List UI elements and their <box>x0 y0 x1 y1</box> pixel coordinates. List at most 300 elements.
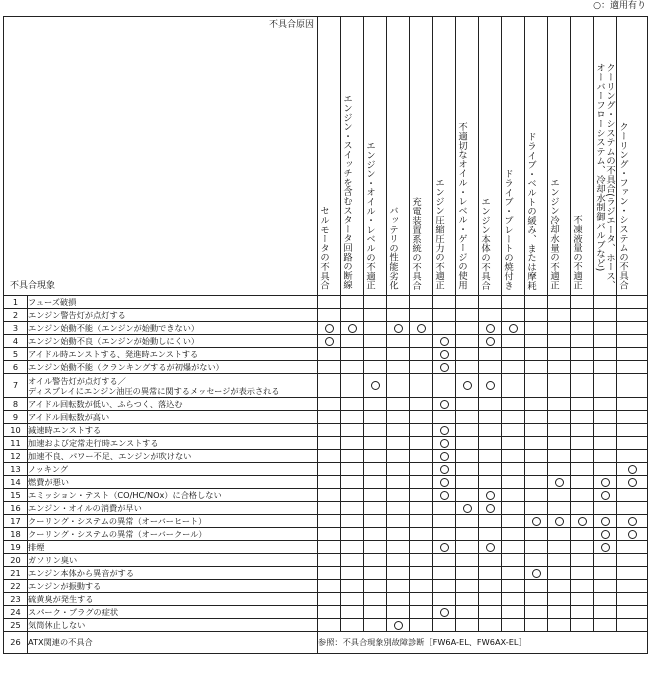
matrix-cell <box>387 424 410 437</box>
matrix-cell <box>387 502 410 515</box>
matrix-cell <box>341 619 364 632</box>
matrix-cell <box>479 476 502 489</box>
matrix-cell <box>594 361 617 374</box>
matrix-cell <box>548 515 571 528</box>
applicable-circle-icon <box>440 426 449 435</box>
matrix-cell <box>594 554 617 567</box>
matrix-cell <box>502 437 525 450</box>
cause-header <box>364 17 387 296</box>
matrix-cell <box>318 502 341 515</box>
matrix-cell <box>341 335 364 348</box>
matrix-cell <box>548 322 571 335</box>
applicable-circle-icon <box>417 324 426 333</box>
matrix-cell <box>341 528 364 541</box>
matrix-cell <box>364 528 387 541</box>
matrix-cell <box>410 593 433 606</box>
matrix-cell <box>433 528 456 541</box>
matrix-cell <box>548 606 571 619</box>
applicable-circle-icon <box>348 324 357 333</box>
cause-header <box>617 17 648 296</box>
matrix-cell <box>410 541 433 554</box>
matrix-cell <box>479 322 502 335</box>
matrix-cell <box>571 322 594 335</box>
matrix-cell <box>479 411 502 424</box>
matrix-cell <box>433 476 456 489</box>
matrix-cell <box>456 580 479 593</box>
matrix-cell <box>410 567 433 580</box>
row-number: 13 <box>4 463 28 476</box>
row-description: エンジン警告灯が点灯する <box>28 309 318 322</box>
matrix-cell <box>433 567 456 580</box>
legend: ○：適用有り <box>593 1 646 11</box>
matrix-cell <box>502 528 525 541</box>
applicable-circle-icon <box>463 504 472 513</box>
matrix-cell <box>617 309 648 322</box>
matrix-cell <box>364 437 387 450</box>
row-description: ガソリン臭い <box>28 554 318 567</box>
cause-label: エンジン本体の不具合 <box>479 196 490 290</box>
matrix-cell <box>502 335 525 348</box>
matrix-cell <box>525 580 548 593</box>
matrix-cell <box>548 335 571 348</box>
matrix-cell <box>479 398 502 411</box>
matrix-cell <box>617 450 648 463</box>
matrix-cell <box>364 476 387 489</box>
matrix-cell <box>571 361 594 374</box>
matrix-cell <box>571 398 594 411</box>
row-description: アイドル時エンストする、発進時エンストする <box>28 348 318 361</box>
matrix-cell <box>617 398 648 411</box>
matrix-cell <box>387 541 410 554</box>
row-description: エンジン始動不良（エンジンが始動しにくい） <box>28 335 318 348</box>
matrix-cell <box>502 374 525 398</box>
matrix-cell <box>571 606 594 619</box>
matrix-cell <box>548 374 571 398</box>
matrix-cell <box>387 619 410 632</box>
matrix-cell <box>548 437 571 450</box>
row-number: 14 <box>4 476 28 489</box>
matrix-cell <box>387 528 410 541</box>
table-row <box>4 528 648 541</box>
cause-header <box>456 17 479 296</box>
matrix-cell <box>433 411 456 424</box>
matrix-cell <box>571 554 594 567</box>
table-row <box>4 296 648 309</box>
matrix-cell <box>594 437 617 450</box>
row-number: 2 <box>4 309 28 322</box>
matrix-cell <box>617 554 648 567</box>
cause-label: クーリング・ファン・システムの不具合 <box>617 122 628 290</box>
matrix-cell <box>617 411 648 424</box>
matrix-cell <box>594 450 617 463</box>
matrix-cell <box>617 374 648 398</box>
matrix-cell <box>433 502 456 515</box>
matrix-cell <box>410 619 433 632</box>
matrix-cell <box>433 606 456 619</box>
matrix-cell <box>410 335 433 348</box>
table-row <box>4 424 648 437</box>
matrix-cell <box>594 398 617 411</box>
row-number: 15 <box>4 489 28 502</box>
matrix-cell <box>617 593 648 606</box>
row-description: フューズ破損 <box>28 296 318 309</box>
table-row <box>4 606 648 619</box>
applicable-circle-icon <box>555 517 564 526</box>
matrix-cell <box>525 463 548 476</box>
matrix-cell <box>433 296 456 309</box>
matrix-cell <box>479 309 502 322</box>
matrix-cell <box>479 606 502 619</box>
header-corner <box>4 17 318 296</box>
row-description: エンジン・オイルの消費が早い <box>28 502 318 515</box>
matrix-cell <box>318 335 341 348</box>
table-row <box>4 348 648 361</box>
row-number: 11 <box>4 437 28 450</box>
matrix-cell <box>341 398 364 411</box>
row-description: エンジン本体から異音がする <box>28 567 318 580</box>
matrix-cell <box>456 437 479 450</box>
matrix-cell <box>387 361 410 374</box>
table-row <box>4 580 648 593</box>
matrix-cell <box>364 361 387 374</box>
matrix-cell <box>433 554 456 567</box>
matrix-cell <box>433 322 456 335</box>
matrix-cell <box>479 528 502 541</box>
matrix-cell <box>318 489 341 502</box>
matrix-cell <box>433 374 456 398</box>
row-number: 18 <box>4 528 28 541</box>
matrix-cell <box>594 335 617 348</box>
matrix-cell <box>318 463 341 476</box>
matrix-cell <box>364 296 387 309</box>
matrix-cell <box>479 296 502 309</box>
matrix-cell <box>502 424 525 437</box>
matrix-cell <box>548 296 571 309</box>
matrix-cell <box>364 309 387 322</box>
matrix-cell <box>571 463 594 476</box>
matrix-cell <box>594 580 617 593</box>
matrix-cell <box>502 361 525 374</box>
row-description: 硫黄臭が発生する <box>28 593 318 606</box>
matrix-cell <box>456 515 479 528</box>
matrix-cell <box>456 606 479 619</box>
matrix-cell <box>502 322 525 335</box>
matrix-cell <box>387 411 410 424</box>
table-row <box>4 398 648 411</box>
matrix-cell <box>571 476 594 489</box>
table-row <box>4 361 648 374</box>
row-description: 排煙 <box>28 541 318 554</box>
matrix-cell <box>341 437 364 450</box>
matrix-cell <box>571 309 594 322</box>
matrix-cell <box>456 476 479 489</box>
matrix-cell <box>502 348 525 361</box>
matrix-cell <box>548 502 571 515</box>
row-number: 25 <box>4 619 28 632</box>
matrix-cell <box>318 348 341 361</box>
matrix-cell <box>502 476 525 489</box>
matrix-cell <box>410 322 433 335</box>
matrix-cell <box>364 554 387 567</box>
row-description: アイドル回転数が低い、ふらつく、落込む <box>28 398 318 411</box>
matrix-cell <box>617 335 648 348</box>
matrix-cell <box>341 463 364 476</box>
matrix-cell <box>364 619 387 632</box>
matrix-cell <box>617 424 648 437</box>
matrix-cell <box>502 309 525 322</box>
cause-header <box>594 17 617 296</box>
matrix-cell <box>617 528 648 541</box>
matrix-cell <box>387 593 410 606</box>
matrix-cell <box>525 309 548 322</box>
cause-label: 不凍液量の不適正 <box>571 215 582 290</box>
matrix-cell <box>410 309 433 322</box>
row-number: 16 <box>4 502 28 515</box>
matrix-cell <box>364 541 387 554</box>
matrix-cell <box>479 463 502 476</box>
row-number: 1 <box>4 296 28 309</box>
table-row <box>4 437 648 450</box>
matrix-cell <box>525 528 548 541</box>
row-description: 燃費が悪い <box>28 476 318 489</box>
matrix-cell <box>548 554 571 567</box>
matrix-cell <box>318 450 341 463</box>
matrix-cell <box>525 593 548 606</box>
row-description: 気筒休止しない <box>28 619 318 632</box>
matrix-cell <box>525 541 548 554</box>
row-description: エンジン始動不能（クランキングするが初爆がない） <box>28 361 318 374</box>
row-description: クーリング・システムの異常（オーバーヒート） <box>28 515 318 528</box>
cause-header <box>548 17 571 296</box>
matrix-cell <box>456 463 479 476</box>
matrix-cell <box>341 489 364 502</box>
matrix-cell <box>456 348 479 361</box>
matrix-cell <box>364 515 387 528</box>
applicable-circle-icon <box>486 337 495 346</box>
matrix-cell <box>456 361 479 374</box>
table-row <box>4 322 648 335</box>
applicable-circle-icon <box>601 491 610 500</box>
matrix-cell <box>479 580 502 593</box>
applicable-circle-icon <box>371 381 380 390</box>
matrix-cell <box>364 335 387 348</box>
matrix-cell <box>387 606 410 619</box>
row-description: 減速時エンストする <box>28 424 318 437</box>
matrix-cell <box>617 361 648 374</box>
matrix-cell <box>525 335 548 348</box>
cause-label: エンジン・オイル・レベルの不適正 <box>364 140 375 290</box>
matrix-cell <box>410 361 433 374</box>
matrix-cell <box>594 502 617 515</box>
matrix-cell <box>594 593 617 606</box>
row-description: ノッキング <box>28 463 318 476</box>
row-number: 22 <box>4 580 28 593</box>
matrix-cell <box>594 348 617 361</box>
matrix-cell <box>387 348 410 361</box>
matrix-cell <box>456 450 479 463</box>
table-row <box>4 541 648 554</box>
matrix-cell <box>341 322 364 335</box>
matrix-cell <box>341 450 364 463</box>
matrix-cell <box>341 476 364 489</box>
matrix-cell <box>364 374 387 398</box>
applicable-circle-icon <box>440 337 449 346</box>
row-number: 26 <box>4 632 28 654</box>
matrix-cell <box>341 424 364 437</box>
matrix-cell <box>456 398 479 411</box>
cause-header <box>341 17 364 296</box>
matrix-cell <box>318 580 341 593</box>
matrix-cell <box>479 335 502 348</box>
table-row <box>4 463 648 476</box>
row-number: 23 <box>4 593 28 606</box>
cause-header <box>525 17 548 296</box>
matrix-cell <box>571 489 594 502</box>
matrix-cell <box>433 424 456 437</box>
matrix-cell <box>502 398 525 411</box>
matrix-cell <box>410 463 433 476</box>
table-row <box>4 619 648 632</box>
applicable-circle-icon <box>440 543 449 552</box>
matrix-cell <box>594 541 617 554</box>
matrix-cell <box>456 541 479 554</box>
matrix-cell <box>456 424 479 437</box>
matrix-body <box>4 296 648 654</box>
matrix-cell <box>433 515 456 528</box>
matrix-cell <box>571 348 594 361</box>
matrix-cell <box>502 580 525 593</box>
table-row <box>4 476 648 489</box>
matrix-cell <box>341 374 364 398</box>
matrix-cell <box>341 515 364 528</box>
matrix-cell <box>387 322 410 335</box>
matrix-cell <box>387 296 410 309</box>
matrix-cell <box>318 424 341 437</box>
matrix-cell <box>571 411 594 424</box>
matrix-cell <box>548 528 571 541</box>
row-description: エンジン始動不能（エンジンが始動できない） <box>28 322 318 335</box>
applicable-circle-icon <box>440 452 449 461</box>
row-description: 加速および定常走行時エンストする <box>28 437 318 450</box>
diagnosis-matrix <box>3 16 648 654</box>
matrix-cell <box>525 619 548 632</box>
matrix-cell <box>479 361 502 374</box>
applicable-circle-icon <box>440 465 449 474</box>
matrix-cell <box>433 437 456 450</box>
reference-note: 参照：不具合現象別故障診断［FW6A-EL、FW6AX-EL］ <box>318 632 648 654</box>
row-number: 21 <box>4 567 28 580</box>
table-row <box>4 502 648 515</box>
matrix-cell <box>548 476 571 489</box>
matrix-cell <box>433 541 456 554</box>
matrix-cell <box>571 593 594 606</box>
cause-header <box>571 17 594 296</box>
matrix-cell <box>456 619 479 632</box>
matrix-cell <box>387 335 410 348</box>
cause-label: 充電装置系統の不具合 <box>410 196 421 290</box>
applicable-circle-icon <box>325 337 334 346</box>
matrix-cell <box>525 437 548 450</box>
applicable-circle-icon <box>440 608 449 617</box>
matrix-cell <box>433 309 456 322</box>
table-row <box>4 489 648 502</box>
matrix-cell <box>364 450 387 463</box>
matrix-cell <box>433 348 456 361</box>
matrix-cell <box>479 348 502 361</box>
matrix-cell <box>387 567 410 580</box>
matrix-cell <box>318 606 341 619</box>
matrix-cell <box>525 606 548 619</box>
matrix-cell <box>318 528 341 541</box>
cause-label: エンジン冷却水量の不適正 <box>548 178 559 290</box>
matrix-cell <box>341 361 364 374</box>
matrix-cell <box>318 322 341 335</box>
matrix-cell <box>479 374 502 398</box>
matrix-cell <box>502 619 525 632</box>
matrix-cell <box>479 502 502 515</box>
matrix-cell <box>341 348 364 361</box>
matrix-cell <box>617 619 648 632</box>
matrix-cell <box>617 580 648 593</box>
matrix-cell <box>433 450 456 463</box>
matrix-cell <box>341 567 364 580</box>
matrix-cell <box>318 619 341 632</box>
matrix-cell <box>410 528 433 541</box>
applicable-circle-icon <box>440 478 449 487</box>
matrix-cell <box>387 437 410 450</box>
matrix-cell <box>548 489 571 502</box>
cause-header <box>433 17 456 296</box>
matrix-cell <box>548 450 571 463</box>
applicable-circle-icon <box>440 363 449 372</box>
matrix-cell <box>364 411 387 424</box>
matrix-cell <box>502 567 525 580</box>
matrix-cell <box>479 515 502 528</box>
matrix-cell <box>318 541 341 554</box>
matrix-cell <box>548 361 571 374</box>
matrix-cell <box>525 476 548 489</box>
matrix-cell <box>502 489 525 502</box>
matrix-cell <box>525 567 548 580</box>
applicable-circle-icon <box>440 350 449 359</box>
table-row <box>4 335 648 348</box>
matrix-cell <box>548 593 571 606</box>
matrix-cell <box>594 296 617 309</box>
table-row <box>4 567 648 580</box>
matrix-cell <box>433 489 456 502</box>
header-row <box>4 17 648 296</box>
matrix-cell <box>479 554 502 567</box>
matrix-cell <box>571 374 594 398</box>
matrix-cell <box>456 296 479 309</box>
applicable-circle-icon <box>486 324 495 333</box>
matrix-cell <box>456 335 479 348</box>
row-number: 4 <box>4 335 28 348</box>
matrix-cell <box>594 322 617 335</box>
matrix-cell <box>433 463 456 476</box>
row-number: 5 <box>4 348 28 361</box>
matrix-cell <box>318 593 341 606</box>
applicable-circle-icon <box>532 569 541 578</box>
matrix-cell <box>387 515 410 528</box>
table-row <box>4 593 648 606</box>
matrix-cell <box>410 580 433 593</box>
table-row <box>4 309 648 322</box>
row-number: 24 <box>4 606 28 619</box>
matrix-cell <box>341 554 364 567</box>
table-row <box>4 632 648 654</box>
matrix-cell <box>318 567 341 580</box>
